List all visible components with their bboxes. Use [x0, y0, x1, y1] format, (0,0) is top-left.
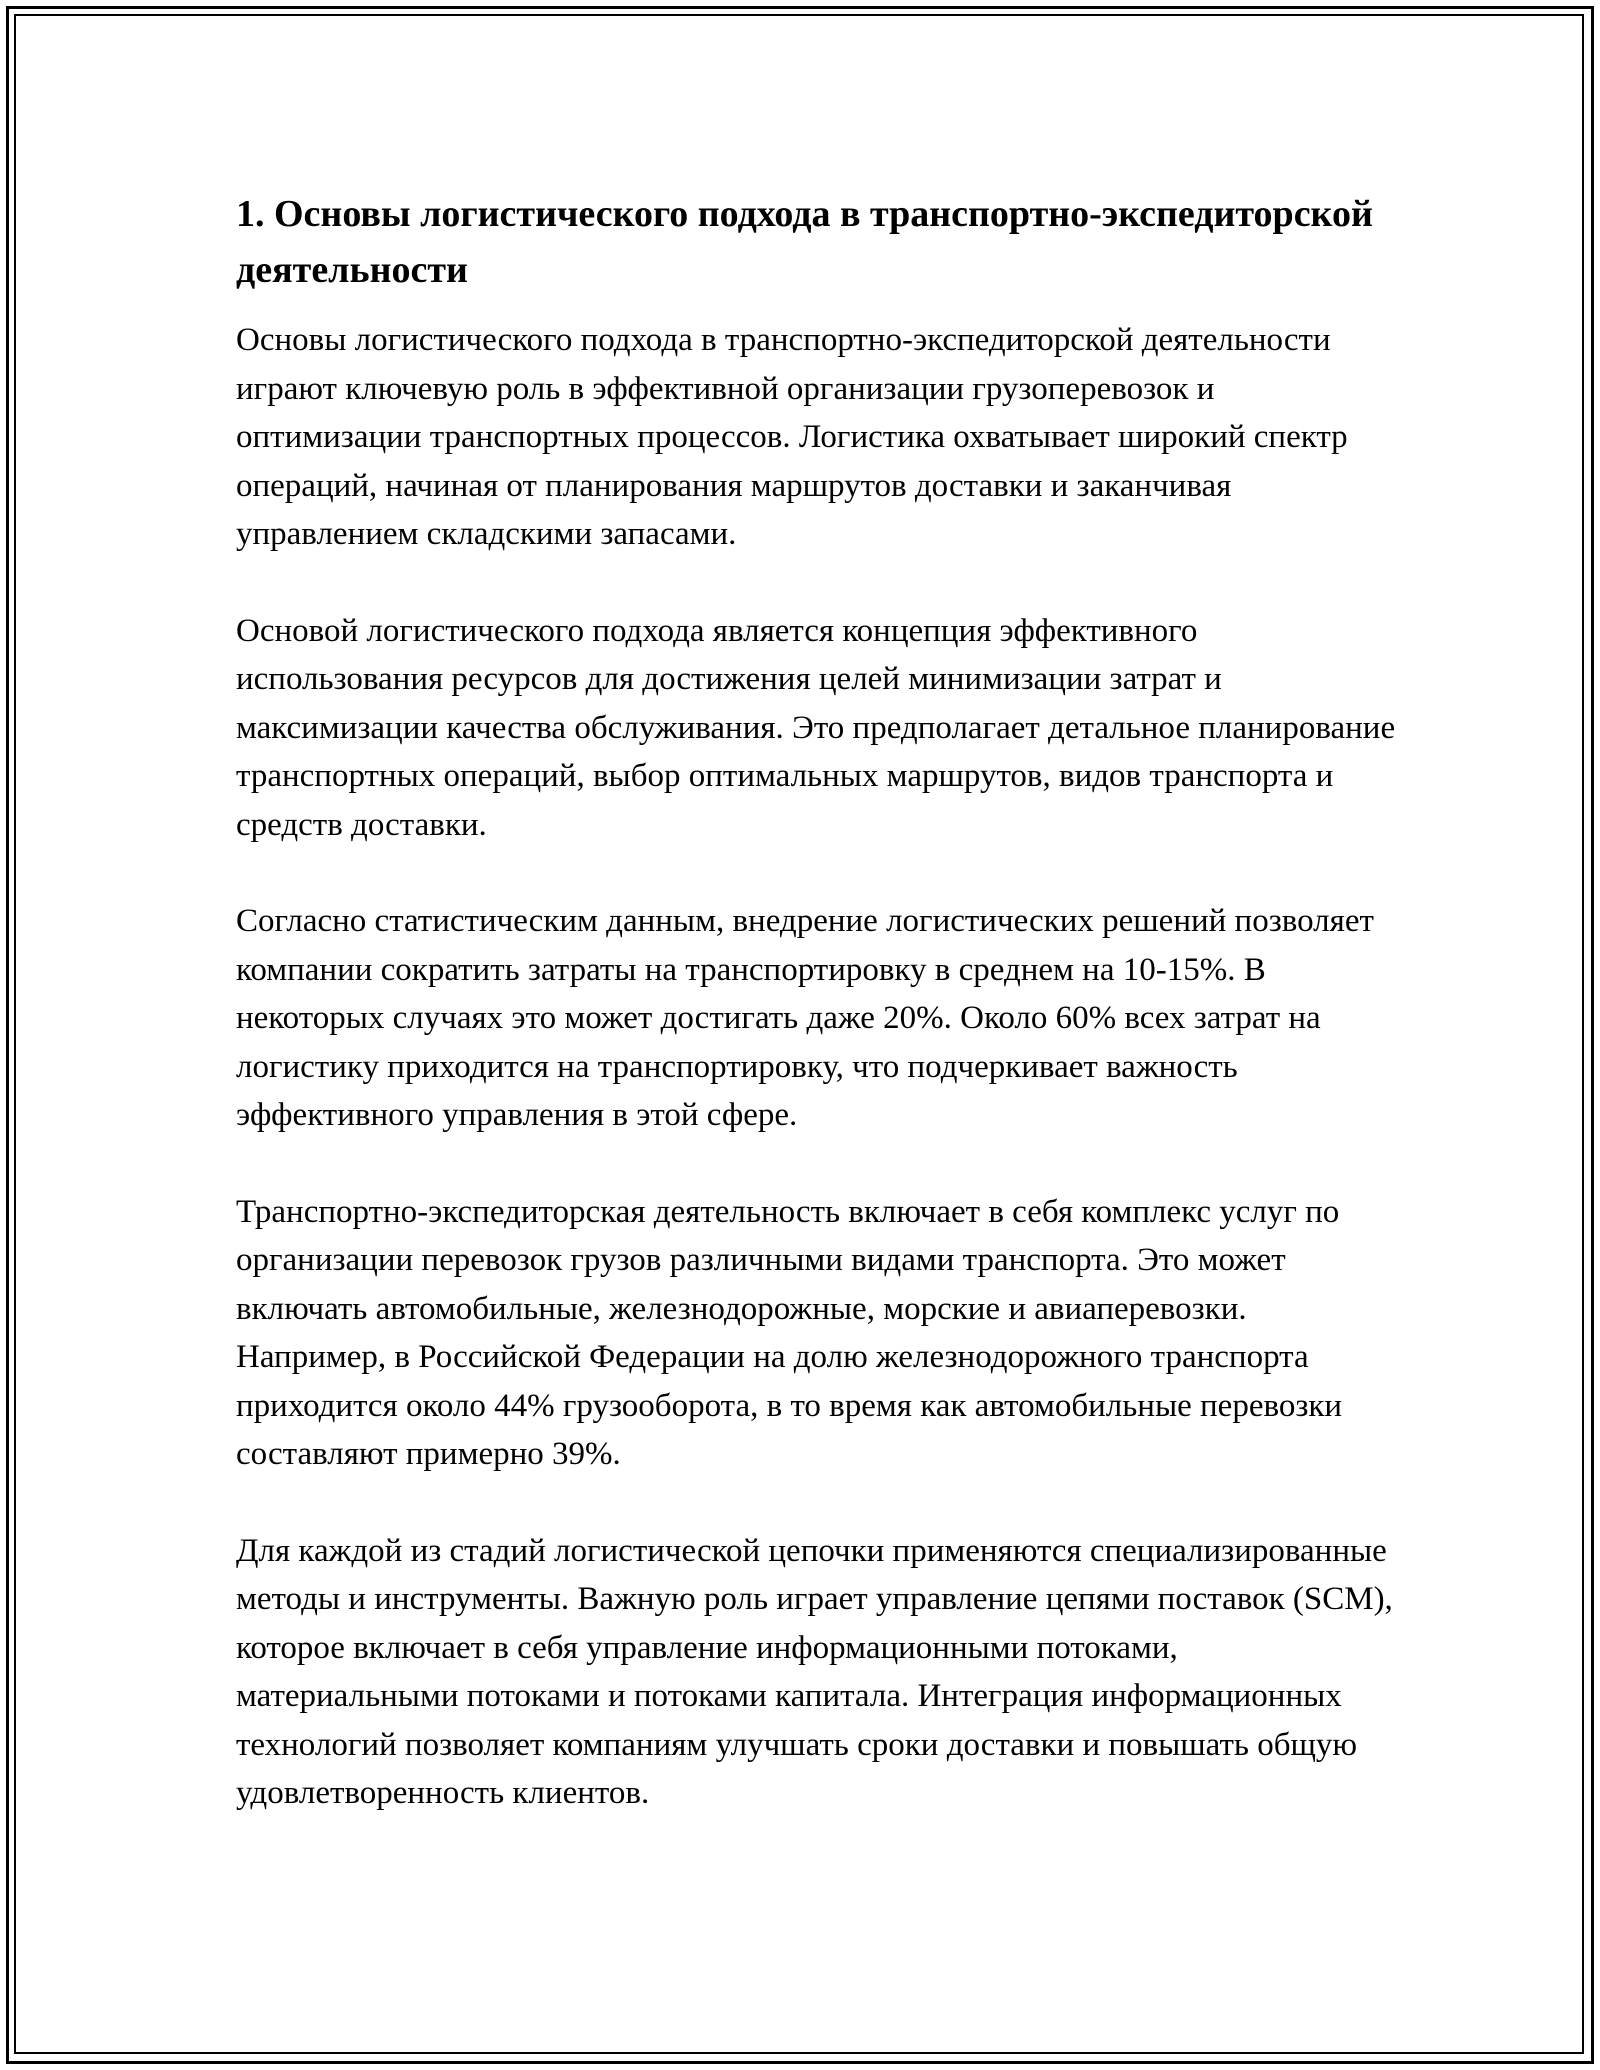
paragraph-5: Для каждой из стадий логистической цепочки применяются специализированные методы и инструменты. Важную роль играет управление цепями поставок (SCM), которое включает в себя управление информационными потоками, материальными потоками и потоками капитала. Интеграция информационных технологий позволяет компаниям улучшать сроки доставки и повышать общую удовлетворенность клиентов. [236, 1532, 1393, 1811]
paragraph-2: Основой логистического подхода является концепция эффективного использования ресурсов для достижения целей минимизации затрат и максимизации качества обслуживания. Это предполагает детальное планирование транспортных операций, выбор оптимальных маршрутов, видов транспорта и средств доставки. [236, 612, 1396, 843]
paragraph-3: Согласно статистическим данным, внедрение логистических решений позволяет компании сократить затраты на транспортировку в среднем на 10-15%. В некоторых случаях это может достигать даже 20%. Около 60% всех затрат на логистику приходится на транспортировку, что подчеркивает важность эффективного управления в этой сфере. [236, 903, 1374, 1133]
paragraph-4: Транспортно-экспедиторская деятельность включает в себя комплекс услуг по организации перевозок грузов различными видами транспорта. Это может включать автомобильные, железнодорожные, морские и авиаперевозки. Например, в Российской Федерации на долю железнодорожного транспорта приходится около 44% грузооборота, в то время как автомобильные перевозки составляют примерно 39%. [236, 1193, 1343, 1472]
section-heading: 1. Основы логистического подхода в транспортно-экспедиторской деятельности [236, 193, 1373, 291]
paragraph-1: Основы логистического подхода в транспортно-экспедиторской деятельности играют ключевую роль в эффективной организации грузоперевозок и оптимизации транспортных процессов. Логистика охватывает широкий спектр операций, начиная от планирования маршрутов доставки и заканчивая управлением складскими запасами. [236, 322, 1348, 552]
document-body [236, 186, 1396, 1866]
